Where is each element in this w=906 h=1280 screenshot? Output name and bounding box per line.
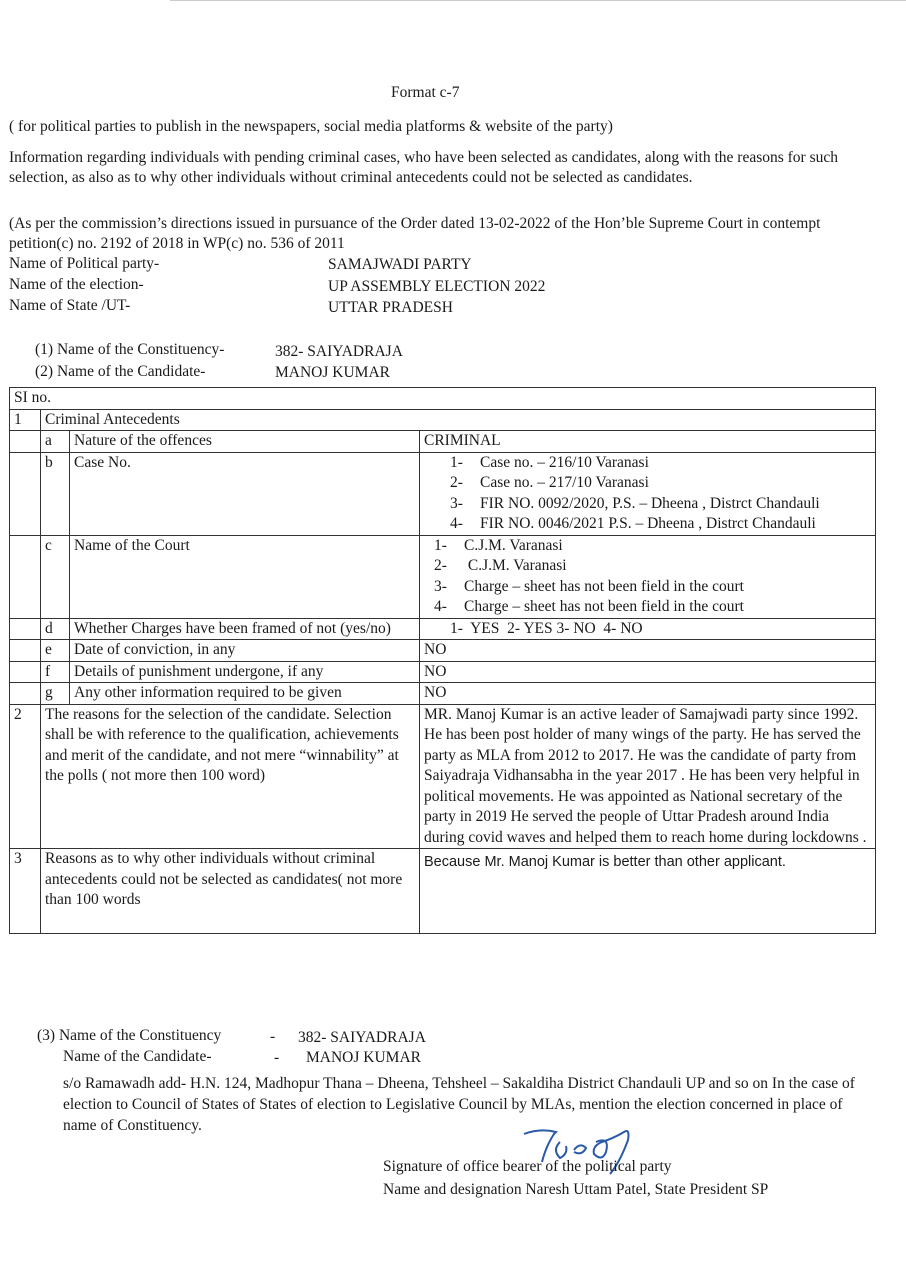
- sl-header: SI no.: [10, 388, 876, 410]
- row-letter: e: [41, 640, 70, 662]
- case-list-cell: [420, 452, 876, 535]
- state-label: Name of State /UT-: [9, 297, 131, 314]
- row-letter: a: [41, 431, 70, 453]
- election-label: Name of the election-: [9, 276, 144, 293]
- table-header-row: [10, 388, 876, 410]
- row-letter: c: [41, 535, 70, 618]
- constituency-value: 382- SAIYADRAJA: [275, 343, 403, 360]
- row-value: CRIMINAL: [420, 431, 876, 453]
- party-value: SAMAJWADI PARTY: [328, 256, 472, 273]
- table-row: [10, 661, 876, 683]
- signature-caption: Signature of office bearer of the political party: [383, 1158, 672, 1175]
- row-value: NO: [420, 640, 876, 662]
- election-value: UP ASSEMBLY ELECTION 2022: [328, 278, 546, 295]
- table-row: [10, 640, 876, 662]
- candidate-label: (2) Name of the Candidate-: [35, 363, 206, 380]
- footer-dash: -: [274, 1049, 280, 1066]
- scan-edge-line: [170, 0, 906, 3]
- state-value: UTTAR PRADESH: [328, 299, 453, 316]
- row-value: 1- YES 2- YES 3- NO 4- NO: [420, 618, 876, 640]
- candidate-value: MANOJ KUMAR: [275, 364, 390, 381]
- row-number: 3: [10, 849, 41, 934]
- table-row: [10, 849, 876, 934]
- table-row: [10, 409, 876, 431]
- party-label: Name of Political party-: [9, 255, 160, 272]
- format-heading: Format c-7: [391, 84, 460, 101]
- row-label: Any other information required to be given: [70, 683, 420, 705]
- list-item: 4- Charge – sheet has not been field in the court: [434, 598, 744, 615]
- row-value: MR. Manoj Kumar is an active leader of Samajwadi party since 1992. He has been post holder of many wings of the party. He has served the party as MLA from 2012 to 2017. He was the candidate of party from Saiyadraja Vidhansabha in the year 2017 . He has been very helpful in political movements. He was appointed as National secretary of the party in 2019 He served the people of Uttar Pradesh around India during covid waves and helped them to reach home during lockdowns .: [420, 704, 876, 849]
- row-title: Criminal Antecedents: [41, 409, 876, 431]
- row-label: Nature of the offences: [70, 431, 420, 453]
- footer-candidate-label: Name of the Candidate-: [63, 1048, 212, 1065]
- list-item: 2- Case no. – 217/10 Varanasi: [450, 474, 649, 491]
- row-number: 1: [10, 409, 41, 431]
- info-paragraph: Information regarding individuals with pending criminal cases, who have been selected as candidates, along with the reasons for such selection, as also as to why other individuals without criminal antecedents could not be selected as candidates.: [9, 149, 839, 186]
- table-row: [10, 452, 876, 535]
- footer-constituency-label: (3) Name of the Constituency: [37, 1027, 222, 1044]
- list-item: 2- C.J.M. Varanasi: [434, 557, 567, 574]
- row-letter: f: [41, 661, 70, 683]
- signatory-name: Name and designation Naresh Uttam Patel, State President SP: [383, 1181, 769, 1198]
- row-letter: d: [41, 618, 70, 640]
- directions-paragraph: (As per the commission’s directions issued in pursuance of the Order dated 13-02-2022 of the Hon’ble Supreme Court in contempt petition(c) no. 2192 of 2018 in WP(c) no. 536 of 2011: [9, 215, 821, 252]
- row-label: Details of punishment undergone, if any: [70, 661, 420, 683]
- row-letter: b: [41, 452, 70, 535]
- list-item: 1- Case no. – 216/10 Varanasi: [450, 453, 649, 471]
- row-label: Whether Charges have been framed of not (yes/no): [70, 618, 420, 640]
- row-letter: g: [41, 683, 70, 705]
- list-item: 3- Charge – sheet has not been field in the court: [434, 577, 744, 595]
- footer-candidate-value: MANOJ KUMAR: [306, 1049, 421, 1066]
- row-label: Date of conviction, in any: [70, 640, 420, 662]
- list-item: 1- C.J.M. Varanasi: [434, 536, 563, 554]
- row-number: 2: [10, 704, 41, 849]
- row-label: Reasons as to why other individuals without criminal antecedents could not be selected as candidates( not more than 100 words: [41, 849, 420, 934]
- table-row: [10, 618, 876, 640]
- row-label: Name of the Court: [70, 535, 420, 618]
- constituency-label: (1) Name of the Constituency-: [35, 341, 225, 358]
- table-row: [10, 704, 876, 849]
- table-row: [10, 683, 876, 705]
- list-item: 3- FIR NO. 0092/2020, P.S. – Dheena , Distrct Chandauli: [450, 494, 820, 512]
- antecedents-table: [9, 387, 876, 934]
- row-value: NO: [420, 683, 876, 705]
- row-label: Case No.: [70, 452, 420, 535]
- footer-constituency-value: 382- SAIYADRAJA: [298, 1029, 426, 1046]
- list-item: 4- FIR NO. 0046/2021 P.S. – Dheena , Distrct Chandauli: [450, 515, 816, 532]
- row-label: The reasons for the selection of the candidate. Selection shall be with reference to the qualification, achievements and merit of the candidate, and not mere “winnability” at the polls ( not more then 100 word): [41, 704, 420, 849]
- row-value: Because Mr. Manoj Kumar is better than other applicant.: [420, 849, 876, 934]
- court-list-cell: [420, 535, 876, 618]
- purpose-line: ( for political parties to publish in the newspapers, social media platforms & website of the party): [9, 118, 613, 135]
- table-row: [10, 431, 876, 453]
- row-value: NO: [420, 661, 876, 683]
- table-row: [10, 535, 876, 618]
- address-paragraph: s/o Ramawadh add- H.N. 124, Madhopur Thana – Dheena, Tehsheel – Sakaldiha District Chandauli UP and so on In the case of election to Council of States of States of election to Legislative Council by MLAs, mention the election concerned in place of name of Constituency.: [63, 1075, 855, 1134]
- footer-dash: -: [270, 1028, 276, 1045]
